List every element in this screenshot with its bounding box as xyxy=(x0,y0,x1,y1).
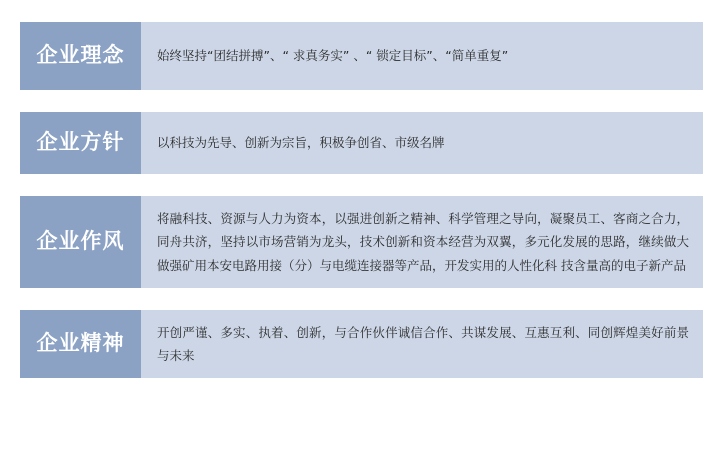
culture-row-philosophy xyxy=(20,22,703,90)
culture-row-text: 将融科技、资源与人力为资本，以强进创新之精神、科学管理之导向，凝聚员工、客商之合力，同舟共济，坚持以市场营销为龙头，技术创新和资本经营为双翼，多元化发展的思路，继续做大做强矿用本安电路用接（分）与电缆连接器等产品，开发实用的人性化科 技含量高的电子新产品 xyxy=(141,196,703,288)
culture-row-label: 企业精神 xyxy=(20,310,141,378)
culture-row-policy xyxy=(20,112,703,174)
culture-row-label: 企业方针 xyxy=(20,112,141,174)
culture-row-text: 以科技为先导、创新为宗旨，积极争创省、市级名牌 xyxy=(141,112,703,174)
culture-row-label: 企业作风 xyxy=(20,196,141,288)
culture-row-style xyxy=(20,196,703,288)
culture-row-spirit xyxy=(20,310,703,378)
culture-row-label: 企业理念 xyxy=(20,22,141,90)
culture-row-text: 开创严谨、多实、执着、创新，与合作伙伴诚信合作、共谋发展、互惠互利、同创辉煌美好前景与未来 xyxy=(141,310,703,378)
culture-row-text: 始终坚持“团结拼搏”、“ 求真务实” 、“ 锁定目标”、“简单重复” xyxy=(141,22,703,90)
